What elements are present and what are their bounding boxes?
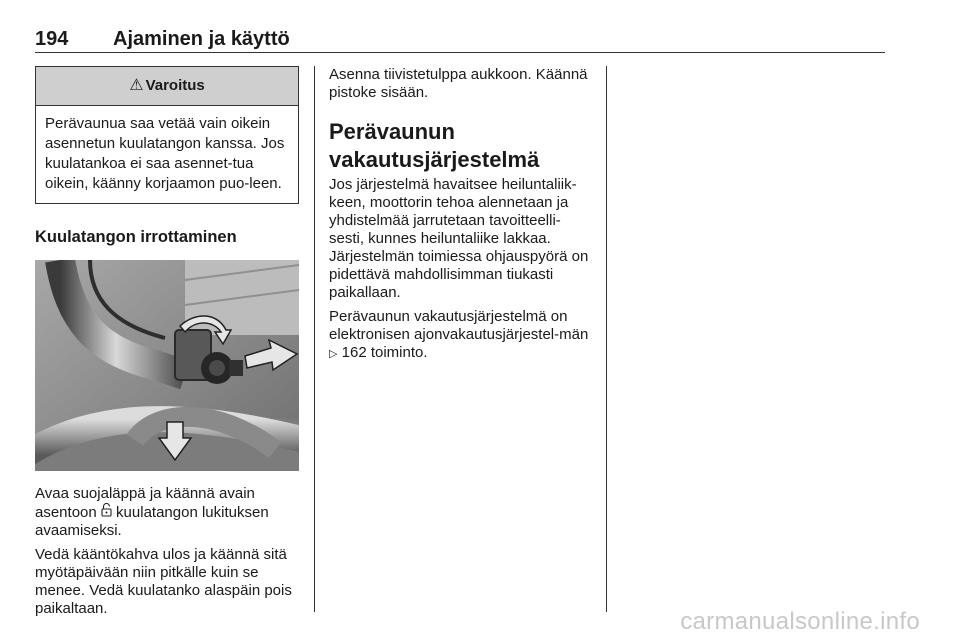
warning-box xyxy=(35,66,299,204)
header-rule xyxy=(35,52,885,53)
middle-column xyxy=(329,66,593,363)
column-divider-right xyxy=(606,66,607,612)
warning-triangle-icon: ⚠ xyxy=(129,77,144,94)
paragraph-open-lock xyxy=(35,485,299,540)
paragraph-pull-handle: Vedä kääntökahva ulos ja käännä sitä myötäpäivään niin pitkälle kuin se menee. Vedä kuulatanko alaspäin pois paikaltaan. xyxy=(35,546,292,617)
page-reference-triangle-icon: ▷ xyxy=(329,348,338,360)
page-header xyxy=(35,28,885,50)
left-column xyxy=(35,66,299,618)
paragraph-install-plug: Asenna tiivistetulppa aukkoon. Käännä pistoke sisään. xyxy=(329,66,588,101)
warning-text: Perävaunua saa vetää vain oikein asennetun kuulatangon kanssa. Jos kuulatankoa ei saa asennet-tua oikein, käänny korjaamon puo-leen. xyxy=(45,115,285,192)
warning-header xyxy=(36,67,298,106)
watermark: carmanualsonline.info xyxy=(680,608,920,635)
paragraph-esc-text-start: Perävaunun vakautusjärjestelmä on elektronisen ajonvakautusjärjestel-män xyxy=(329,308,589,343)
chapter-title: Ajaminen ja käyttö xyxy=(113,28,290,50)
section-title-stability-system: Perävaunun vakautusjärjestelmä xyxy=(329,119,540,172)
column-divider-left xyxy=(314,66,315,612)
padlock-open-icon xyxy=(101,503,112,521)
paragraph-esc-text-end: toiminto. xyxy=(366,344,428,361)
warning-title: Varoitus xyxy=(145,77,205,94)
page-reference-link[interactable]: 162 xyxy=(341,344,367,361)
paragraph-open-lock-text-end: kuulatangon lukituksen avaamiseksi. xyxy=(35,504,269,539)
paragraph-open-lock-text-start: Avaa suojaläppä ja käännä avain asentoon xyxy=(35,485,255,521)
subheading-tow-bar-removal: Kuulatangon irrottaminen xyxy=(35,228,237,246)
paragraph-esc-reference xyxy=(329,308,593,363)
page-number: 194 xyxy=(35,28,69,50)
tow-bar-photo xyxy=(35,260,299,471)
paragraph-sway-detection: Jos järjestelmä havaitsee heiluntaliik-keen, moottorin tehoa alennetaan ja yhdistelmää jarrutetaan tavoitteelli-sesti, kunnes heiluntaliike lakkaa. Järjestelmän toimiessa ohjauspyörä on pidettävä mahdollisimman tiukasti paikallaan. xyxy=(329,176,589,301)
